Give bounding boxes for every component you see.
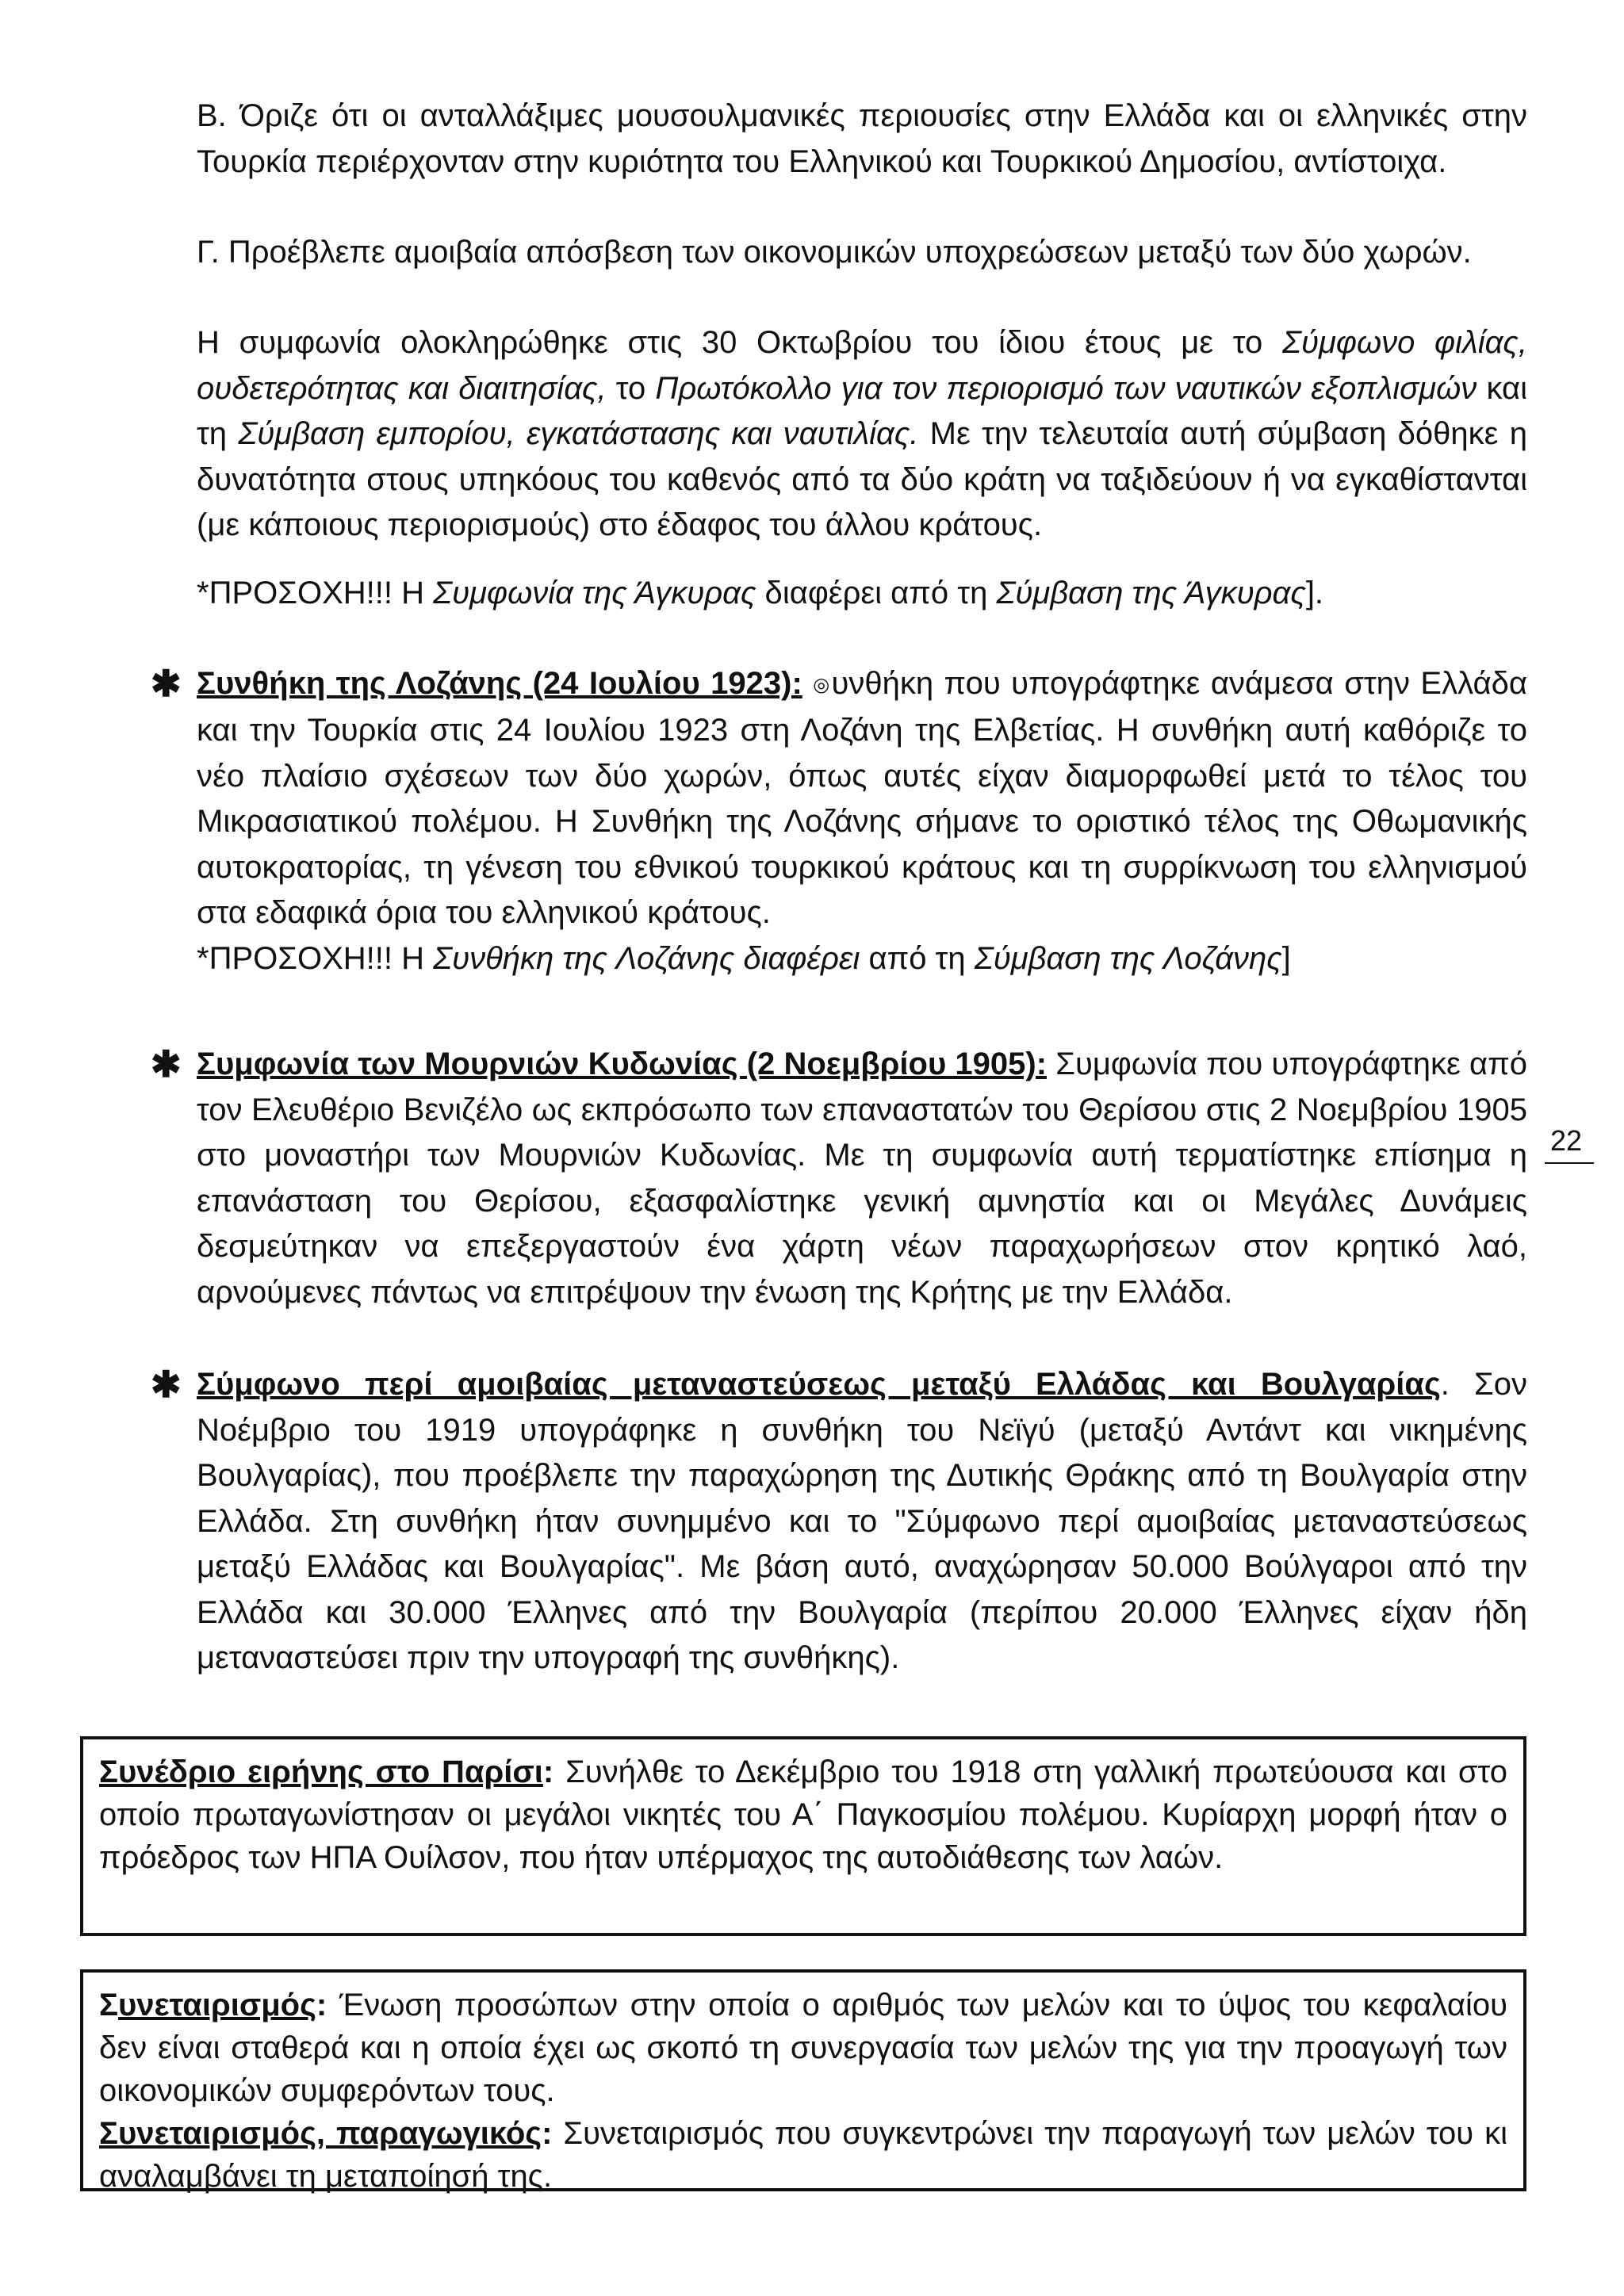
migration-term: Σύμφωνο περί αμοιβαίας μεταναστεύσεως μεταξύ Ελλάδας και Βουλγαρίας bbox=[197, 1367, 1441, 1402]
paris-conference-paragraph bbox=[99, 1751, 1507, 1879]
lausanne-note bbox=[197, 936, 1527, 982]
page-number: 22 bbox=[1550, 1124, 1583, 1157]
agreement-italic-1: Σύμφωνο φιλίας, ουδετερότητας και διαιτησίας, bbox=[197, 325, 1527, 406]
paris-conference-text: Συνήλθε το Δεκέμβριο του 1918 στη γαλλική πρωτεύουσα και στο οποίο πρωταγωνίστησαν οι μεγάλοι νικητές του Α΄ Παγκοσμίου πολέμου. Κυρίαρχη μορφή ήταν ο πρόεδρος των ΗΠΑ Ουίλσον, που ήταν υπέρμαχος της αυτοδιάθεσης των λαών. bbox=[99, 1755, 1507, 1875]
productive-cooperative-paragraph bbox=[99, 2112, 1507, 2198]
paris-conference-colon: : bbox=[542, 1755, 554, 1789]
intro-point-b: Β. Όριζε ότι οι ανταλλάξιμες μουσουλμανικές περιουσίες στην Ελλάδα και οι ελληνικές στην Τουρκία περιέρχονταν στην κυριότητα του Ελληνικού και Τουρκικού Δημοσίου, αντίστοιχα. bbox=[197, 98, 1527, 179]
lausanne-note-italic-2: Σύμβαση της Λοζάνης bbox=[974, 940, 1282, 976]
lausanne-note-text-3: ] bbox=[1281, 940, 1291, 976]
mourniai-text: Συμφωνία που υπογράφτηκε από τον Ελευθέριο Βενιζέλο ως εκπρόσωπο των επαναστατών του Θερίσου στις 2 Νοεμβρίου 1905 στο μοναστήρι των Μουρνιών Κυδωνίας. Με τη συμφωνία αυτή τερματίστηκε επίσημα η επανάσταση του Θερίσου, εξασφαλίστηκε γενική αμνηστία και οι Μεγάλες Δυνάμεις δεσμεύτηκαν να επεξεργαστούν ένα χάρτη νέων παραχωρήσεων στον κρητικό λαό, αρνούμενες πάντως να επιτρέψουν την ένωση της Κρήτης με την Ελλάδα. bbox=[197, 1047, 1527, 1310]
migration-text: . Σον Νοέμβριο του 1919 υπογράφηκε η συνθήκη του Νεϊγύ (μεταξύ Αντάντ και νικημένης Βουλγαρίας), που προέβλεπε την παραχώρηση της Δυτικής Θράκης από τη Βουλγαρία στην Ελλάδα. Στη συνθήκη ήταν συνημμένο και το "Σύμφωνο περί αμοιβαίας μεταναστεύσεως μεταξύ Ελλάδας και Βουλγαρίας". Με βάση αυτό, αναχώρησαν 50.000 Βούλγαροι από την Ελλάδα και 30.000 Έλληνες από την Βουλγαρία (περίπου 20.000 Έλληνες είχαν ήδη μεταναστεύσει πριν την υπογραφή της συνθήκης). bbox=[197, 1367, 1527, 1675]
paris-conference-box bbox=[80, 1736, 1526, 1936]
cooperative-text: Ένωση προσώπων στην οποία ο αριθμός των μελών και το ύψος του κεφαλαίου δεν είναι σταθερά και η οποία έχει ως σκοπό τη συνεργασία των μελών της για την προαγωγή των οικονομικών συμφερόντων τους. bbox=[99, 1988, 1507, 2108]
agreement-italic-3: Σύμβαση εμπορίου, εγκατάστασης και ναυτιλίας. bbox=[238, 416, 919, 451]
agreement-text-1: Η συμφωνία ολοκληρώθηκε στις 30 Οκτωβρίου του ίδιου έτους με το bbox=[197, 325, 1282, 360]
mourniai-term: Συμφωνία των Μουρνιών Κυδωνίας (2 Νοεμβρίου 1905): bbox=[197, 1047, 1048, 1081]
productive-cooperative-colon: : bbox=[542, 2116, 553, 2151]
ankara-note-italic-1: Συμφωνία της Άγκυρας bbox=[433, 576, 756, 610]
migration-entry bbox=[151, 1362, 1527, 1682]
productive-cooperative-term: Συνεταιρισμός, παραγωγικός bbox=[99, 2116, 542, 2151]
cooperative-term: υνεταιρισμός bbox=[118, 1988, 316, 2022]
paris-conference-term: Συνέδριο ειρήνης στο Παρίσι bbox=[99, 1755, 543, 1789]
lausanne-text: υνθήκη που υπογράφτηκε ανάμεσα στην Ελλάδα και την Τουρκία στις 24 Ιουλίου 1923 στη Λοζάνη της Ελβετίας. Η συνθήκη αυτή καθόριζε το νέο πλαίσιο σχέσεων των δύο χωρών, όπως αυτές είχαν διαμορφωθεί μετά το τέλος του Μικρασιατικού πολέμου. Η Συνθήκη της Λοζάνης σήμανε το οριστικό τέλος της Οθωμανικής αυτοκρατορίας, τη γένεση του εθνικού τουρκικού κράτους και τη συρρίκνωση του ελληνισμού στα εδαφικά όρια του ελληνικού κράτους. bbox=[197, 666, 1527, 931]
asterisk-bullet-icon: ✱ bbox=[151, 663, 182, 704]
lausanne-term: Συνθήκη της Λοζάνης (24 Ιουλίου 1923): bbox=[197, 666, 802, 701]
productive-cooperative-text: Συνεταιρισμός που συγκεντρώνει την παραγωγή των μελών του κι αναλαμβάνει τη μεταποίησή της. bbox=[99, 2116, 1508, 2194]
migration-paragraph bbox=[197, 1362, 1527, 1682]
page-number-rule bbox=[1545, 1162, 1594, 1164]
ankara-note-italic-2: Σύμβαση της Άγκυρας bbox=[996, 576, 1306, 610]
lausanne-entry bbox=[151, 661, 1527, 982]
cooperative-box bbox=[80, 1969, 1526, 2194]
cooperative-paragraph bbox=[99, 1984, 1507, 2112]
lausanne-note-text-1: *ΠΡΟΣΟΧΗ!!! Η bbox=[197, 940, 434, 976]
lausanne-note-text-2: από τη bbox=[860, 940, 975, 976]
ankara-note-text-3: ]. bbox=[1305, 576, 1324, 610]
mourniai-entry bbox=[151, 1042, 1527, 1315]
agreement-text-3: και τη bbox=[197, 370, 1527, 451]
ankara-note-text-2: διαφέρει από τη bbox=[756, 576, 997, 610]
cooperative-colon: : bbox=[316, 1988, 327, 2022]
lausanne-paragraph bbox=[197, 661, 1527, 936]
lausanne-note-italic-1: Συνθήκη της Λοζάνης διαφέρει bbox=[433, 940, 860, 976]
cooperative-term-initial: Σ bbox=[99, 1988, 119, 2022]
ankara-note bbox=[197, 571, 1527, 617]
intro-point-c: Γ. Προέβλεπε αμοιβαία απόσβεση των οικονομικών υποχρεώσεων μεταξύ των δύο χωρών. bbox=[197, 235, 1472, 270]
agreement-italic-2: Πρωτόκολλο για τον περιορισμό των ναυτικών εξοπλισμών bbox=[655, 370, 1477, 406]
asterisk-bullet-icon: ✱ bbox=[151, 1043, 182, 1085]
agreement-text-2: το bbox=[606, 370, 656, 406]
ankara-note-text-1: *ΠΡΟΣΟΧΗ!!! Η bbox=[197, 576, 434, 610]
agreement-paragraph bbox=[197, 320, 1527, 549]
mourniai-paragraph bbox=[197, 1042, 1527, 1315]
asterisk-bullet-icon: ✱ bbox=[151, 1364, 182, 1405]
agreement-text-4: Με την τελευταία αυτή σύμβαση δόθηκε η δυνατότητα στους υπηκόους του καθενός από τα δύο κράτη να ταξιδεύουν ή να εγκαθίστανται (με κάποιους περιορισμούς) στο έδαφος του άλλου κράτους. bbox=[197, 416, 1527, 542]
circle-mark-icon: ◎ bbox=[813, 674, 832, 696]
